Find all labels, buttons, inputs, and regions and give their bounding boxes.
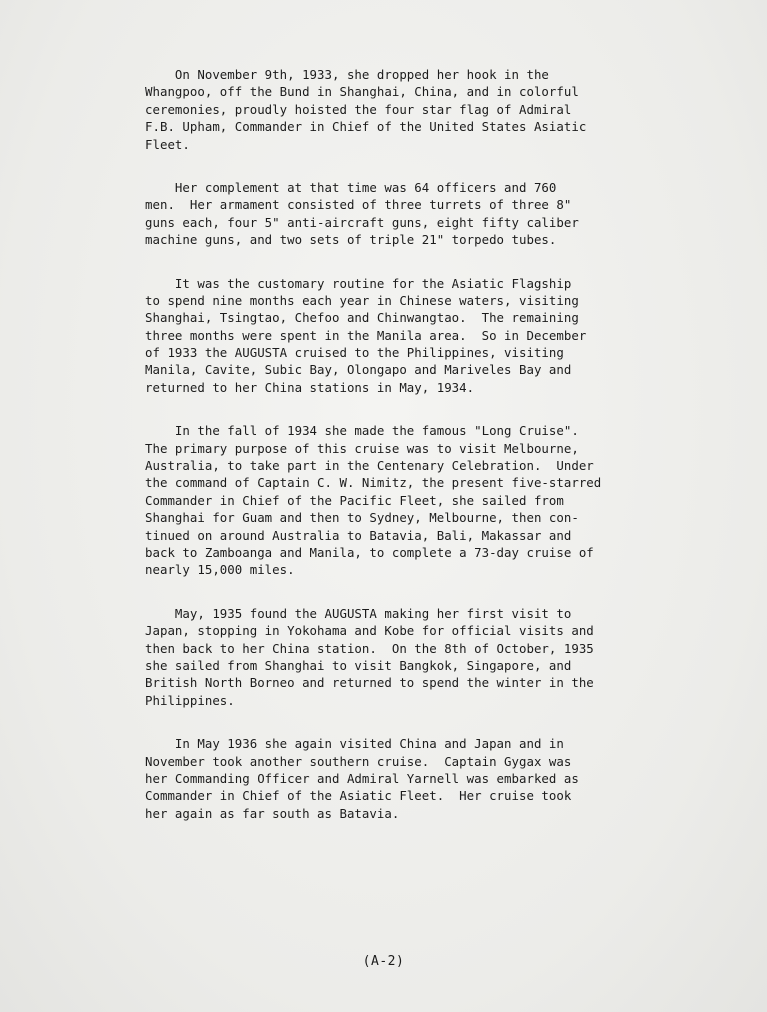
text-line: November took another southern cruise. Captain Gygax was <box>145 753 572 769</box>
text-line: back to Zamboanga and Manila, to complete a 73-day cruise of <box>145 544 594 560</box>
text-line: Philippines. <box>145 692 235 708</box>
text-line: In May 1936 she again visited China and Japan and in <box>145 736 564 752</box>
text-line: Manila, Cavite, Subic Bay, Olongapo and Mariveles Bay and <box>145 362 572 378</box>
text-line: her Commanding Officer and Admiral Yarnell was embarked as <box>145 770 579 786</box>
text-line: nearly 15,000 miles. <box>145 562 295 578</box>
paragraph-2 <box>145 179 645 249</box>
text-line: On November 9th, 1933, she dropped her hook in the <box>145 67 549 82</box>
text-line: Shanghai, Tsingtao, Chefoo and Chinwangtao. The remaining <box>145 310 579 326</box>
text-line: guns each, four 5" anti-aircraft guns, eight fifty caliber <box>145 214 579 230</box>
text-line: tinued on around Australia to Batavia, Bali, Makassar and <box>145 527 572 543</box>
text-line: then back to her China station. On the 8th of October, 1935 <box>145 640 594 656</box>
text-line: machine guns, and two sets of triple 21" torpedo tubes. <box>145 232 557 248</box>
document-body <box>145 66 645 848</box>
paragraph-1 <box>145 66 645 153</box>
text-line: Whangpoo, off the Bund in Shanghai, China, and in colorful <box>145 84 579 100</box>
text-line: her again as far south as Batavia. <box>145 805 400 821</box>
page-number: (A-2) <box>362 954 405 969</box>
paragraph-5 <box>145 605 645 709</box>
text-line: Commander in Chief of the Asiatic Fleet. Her cruise took <box>145 788 572 804</box>
text-line: F.B. Upham, Commander in Chief of the United States Asiatic <box>145 119 587 135</box>
text-line: she sailed from Shanghai to visit Bangkok, Singapore, and <box>145 657 572 673</box>
text-line: May, 1935 found the AUGUSTA making her first visit to <box>145 605 572 621</box>
text-line: three months were spent in the Manila area. So in December <box>145 327 587 343</box>
paragraph-4 <box>145 422 645 579</box>
text-line: ceremonies, proudly hoisted the four star flag of Admiral <box>145 101 572 117</box>
text-line: returned to her China stations in May, 1934. <box>145 379 475 395</box>
text-line: In the fall of 1934 she made the famous "Long Cruise". <box>145 423 579 439</box>
text-line: the command of Captain C. W. Nimitz, the present five-starred <box>145 475 602 491</box>
paragraph-3 <box>145 275 645 397</box>
text-line: Fleet. <box>145 136 190 152</box>
text-line: British North Borneo and returned to spend the winter in the <box>145 675 594 691</box>
text-line: of 1933 the AUGUSTA cruised to the Philippines, visiting <box>145 345 564 361</box>
text-line: It was the customary routine for the Asiatic Flagship <box>145 275 572 291</box>
text-line: Her complement at that time was 64 officers and 760 <box>145 179 557 195</box>
text-line: Japan, stopping in Yokohama and Kobe for official visits and <box>145 623 594 639</box>
text-line: to spend nine months each year in Chinese waters, visiting <box>145 292 579 308</box>
text-line: Australia, to take part in the Centenary Celebration. Under <box>145 458 594 474</box>
text-line: Commander in Chief of the Pacific Fleet, she sailed from <box>145 492 564 508</box>
paragraph-6 <box>145 735 645 822</box>
text-line: men. Her armament consisted of three turrets of three 8" <box>145 197 572 213</box>
text-line: The primary purpose of this cruise was to visit Melbourne, <box>145 440 579 456</box>
text-line: Shanghai for Guam and then to Sydney, Melbourne, then con- <box>145 510 579 526</box>
